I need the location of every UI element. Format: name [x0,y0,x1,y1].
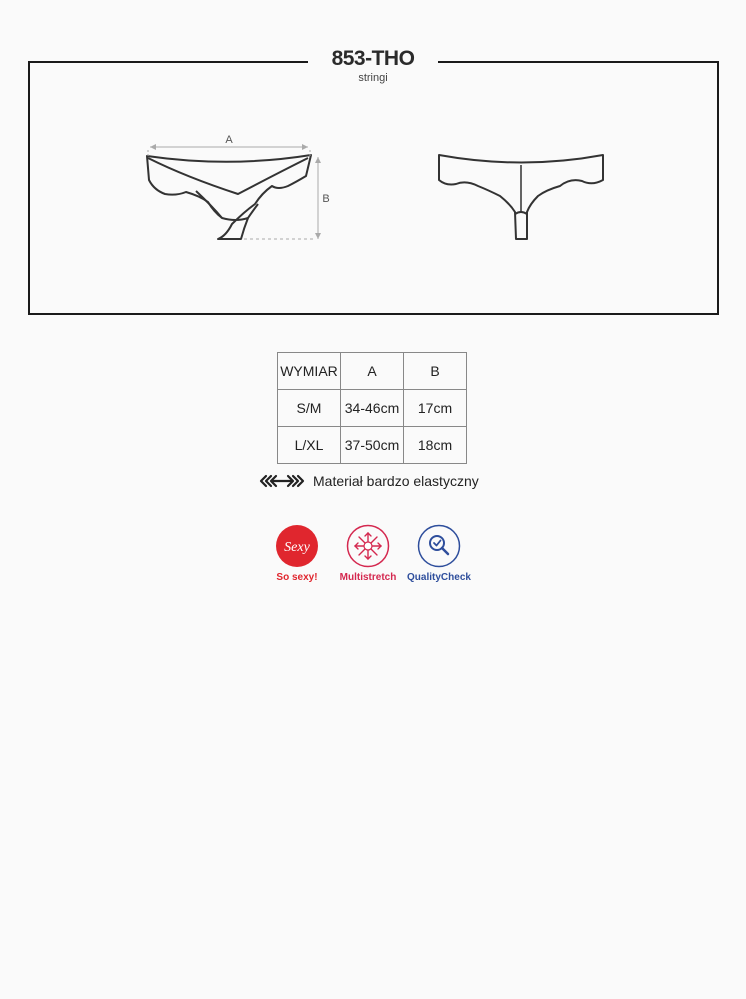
table-cell: 37-50cm [341,427,404,464]
badge-label: QualityCheck [407,572,471,583]
badge-quality-check [399,524,479,583]
table-cell: S/M [278,390,341,427]
table-cell: L/XL [278,427,341,464]
badge-multistretch [328,524,408,583]
dimension-b-label: B [322,193,330,205]
material-note-text: Materiał bardzo elastyczny [313,473,479,489]
table-cell: 34-46cm [341,390,404,427]
table-row [278,390,467,427]
stretch-arrows-icon [258,473,306,489]
size-table [277,352,467,464]
table-cell: 17cm [404,390,467,427]
table-header-row [278,353,467,390]
sexy-icon [275,524,319,568]
badge-label: Multistretch [339,572,397,583]
material-note [258,473,479,489]
table-header-cell: B [404,353,467,390]
table-cell: 18cm [404,427,467,464]
product-code: 853-THO [331,47,415,70]
badge-label: So sexy! [276,572,318,583]
table-header-cell: WYMIAR [278,353,341,390]
table-header-cell: A [341,353,404,390]
product-type: stringi [358,72,388,84]
table-row [278,427,467,464]
front-view-drawing [147,155,311,239]
garment-diagram [0,0,746,340]
badge-so-sexy [257,524,337,583]
dimension-a [148,134,310,156]
back-view-drawing [439,155,603,239]
multistretch-icon [346,524,390,568]
dimension-a-label: A [225,134,233,146]
sexy-icon-text: Sexy [284,540,310,555]
quality-check-icon [417,524,461,568]
